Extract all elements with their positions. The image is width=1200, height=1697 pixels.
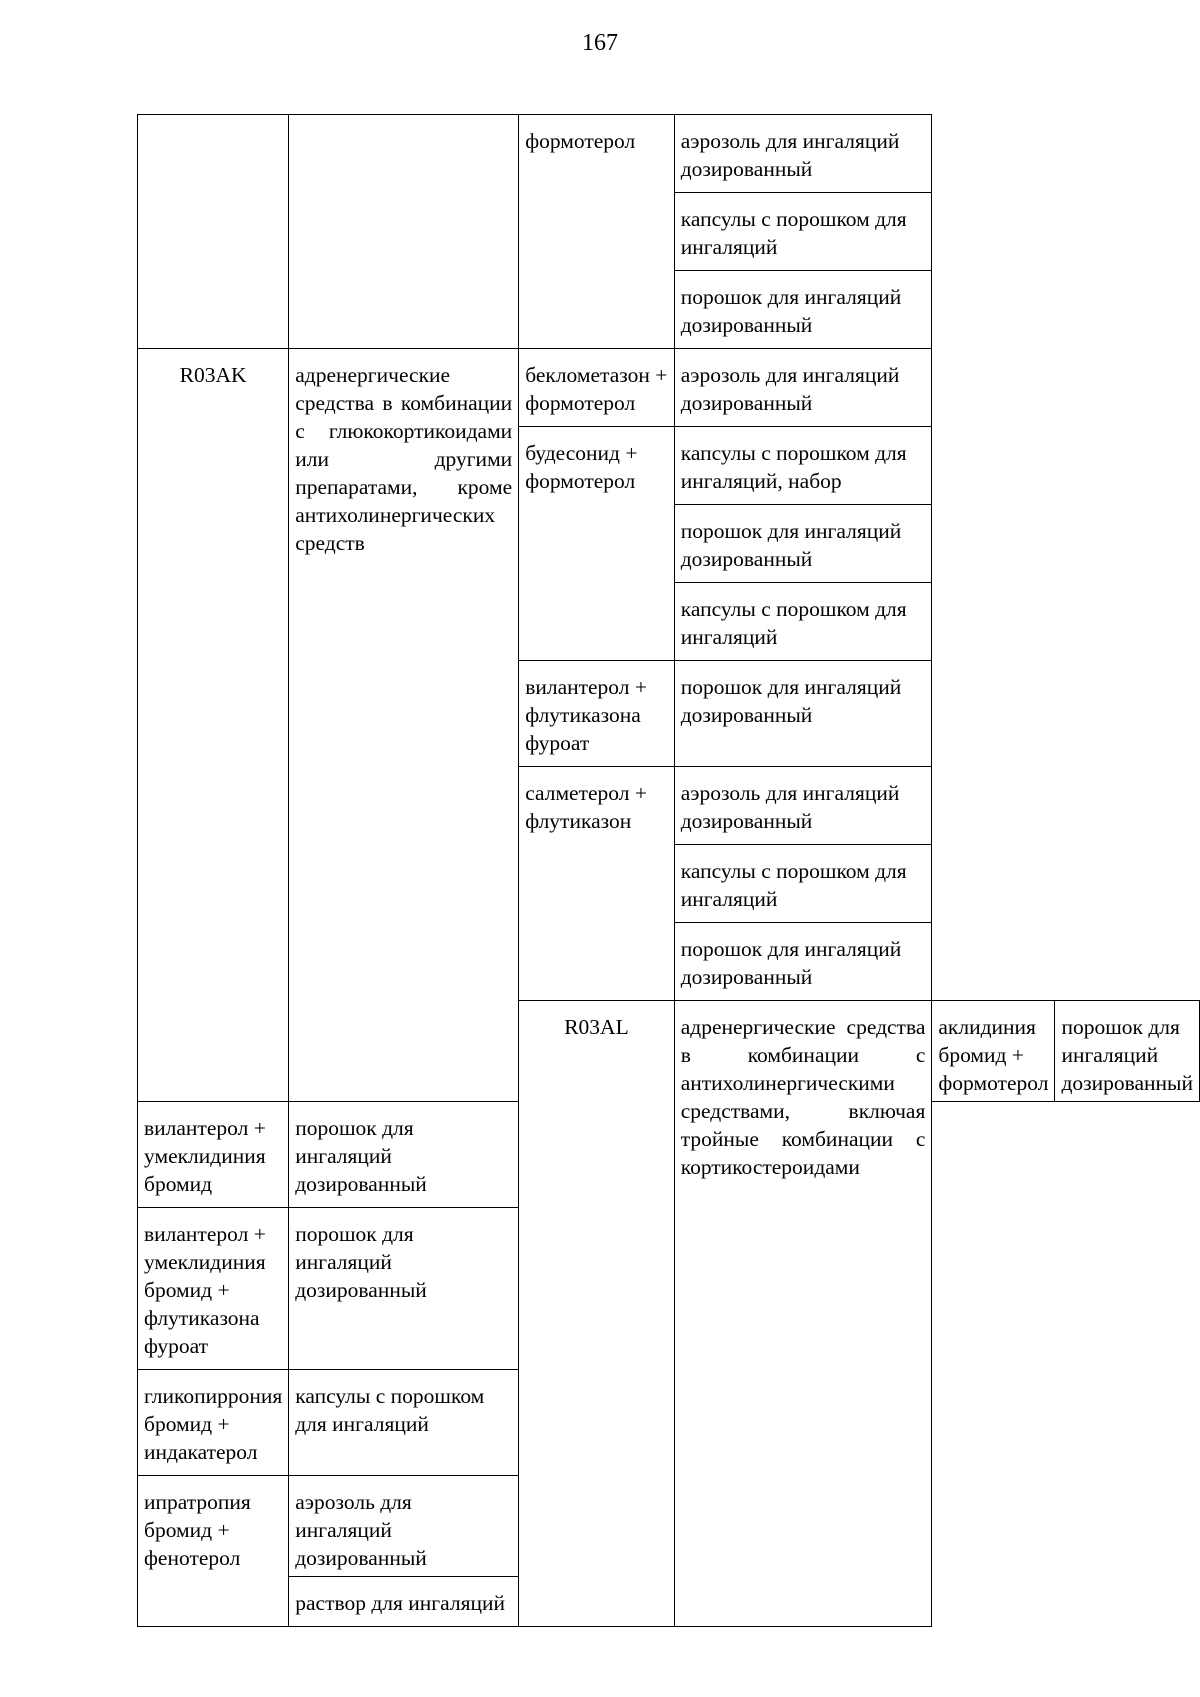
medication-table (137, 114, 1200, 1627)
table-row (138, 349, 1200, 427)
drug-name-cell: будесонид + формотерол (519, 427, 675, 661)
atc-code-cell: R03AL (519, 1001, 675, 1627)
dosage-form-cell: порошок для ингаляций дозированный (674, 923, 932, 1001)
atc-code-cell: R03AK (138, 349, 289, 1102)
drug-name-cell: беклометазон + формотерол (519, 349, 675, 427)
dosage-form-cell: капсулы с порошком для ингаляций (674, 845, 932, 923)
dosage-form-cell: капсулы с порошком для ингаляций (289, 1370, 519, 1476)
table-row (138, 115, 1200, 193)
dosage-form-cell: раствор для ингаляций (289, 1577, 519, 1627)
dosage-form-cell: капсулы с порошком для ингаляций (674, 193, 932, 271)
dosage-form-cell: аэрозоль для ингаляций дозированный (289, 1476, 519, 1577)
group-text: адренергические средства в комбинации с антихолинергическими средствами, включая тройные комбинации с кортикостероидами (680, 1015, 926, 1179)
drug-name-cell: формотерол (519, 115, 675, 349)
dosage-form-cell: порошок для ингаляций дозированный (1055, 1001, 1200, 1102)
atc-code-cell (138, 115, 289, 349)
dosage-form-cell: аэрозоль для ингаляций дозированный (674, 115, 932, 193)
group-cell (289, 115, 519, 349)
dosage-form-cell: порошок для ингаляций дозированный (674, 661, 932, 767)
dosage-form-cell: аэрозоль для ингаляций дозированный (674, 349, 932, 427)
drug-name-cell: гликопиррония бромид + индакатерол (138, 1370, 289, 1476)
dosage-form-cell: капсулы с порошком для ингаляций, набор (674, 427, 932, 505)
drug-name-cell: вилантерол + умеклидиния бромид + флутиказона фуроат (138, 1208, 289, 1370)
dosage-form-cell: порошок для ингаляций дозированный (289, 1208, 519, 1370)
page-number: 167 (582, 30, 618, 56)
drug-name-cell: салметерол + флутиказон (519, 767, 675, 1001)
drug-name-cell: вилантерол + умеклидиния бромид (138, 1102, 289, 1208)
dosage-form-cell: аэрозоль для ингаляций дозированный (674, 767, 932, 845)
group-text: адренергические средства в комбинации с глюкокортикоидами или другими препаратами, кроме антихолинергических средств (295, 363, 513, 555)
group-cell (289, 349, 519, 1102)
dosage-form-cell: порошок для ингаляций дозированный (674, 271, 932, 349)
dosage-form-cell: капсулы с порошком для ингаляций (674, 583, 932, 661)
group-cell (674, 1001, 932, 1627)
drug-name-cell: ипратропия бромид + фенотерол (138, 1476, 289, 1627)
dosage-form-cell: порошок для ингаляций дозированный (674, 505, 932, 583)
drug-name-cell: аклидиния бромид + формотерол (932, 1001, 1055, 1102)
dosage-form-cell: порошок для ингаляций дозированный (289, 1102, 519, 1208)
drug-name-cell: вилантерол + флутиказона фуроат (519, 661, 675, 767)
